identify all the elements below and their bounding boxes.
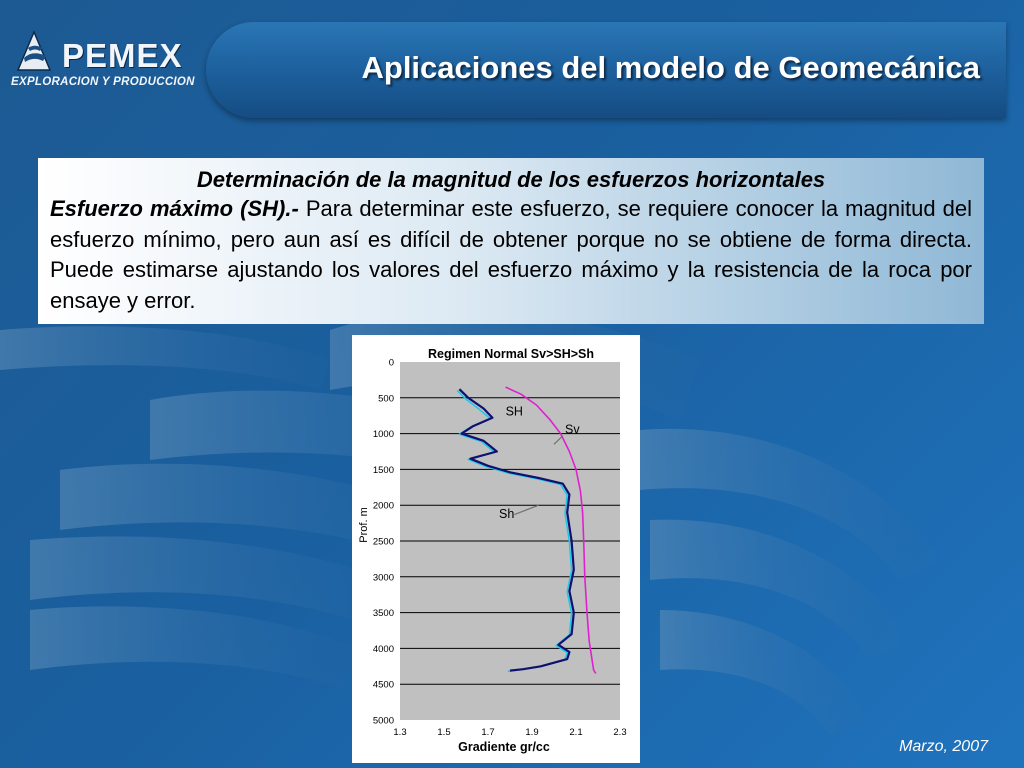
y-tick-label: 500 (378, 393, 394, 405)
content-text: Para determinar este esfuerzo, se requiere conocer la magnitud del esfuerzo mínimo, pero aun así es difícil de obtener porque no se obtiene de forma directa. Puede estimarse ajustando los valores del esfuerzo máximo y la resistencia de la roca por ensaye y error. (50, 196, 973, 313)
content-lead: Esfuerzo máximo (SH).- (50, 196, 299, 221)
pemex-eagle-icon (10, 30, 58, 74)
page-title: Aplicaciones del modelo de Geomecánica (361, 50, 980, 85)
y-tick-label: 4500 (372, 679, 394, 691)
stress-chart-svg (352, 335, 640, 763)
pemex-logo (8, 28, 203, 94)
content-body (50, 194, 972, 316)
y-tick-label: 2500 (372, 536, 394, 548)
y-tick-label: 0 (388, 357, 394, 369)
y-tick-label: 4000 (372, 643, 394, 655)
stress-chart (352, 335, 640, 763)
y-tick-label: 5000 (372, 715, 394, 727)
x-tick-labels (393, 727, 626, 738)
y-tick-label: 3000 (372, 572, 394, 584)
chart-title: Regimen Normal Sv>SH>Sh (427, 347, 595, 361)
annotation-label: SH (505, 404, 523, 419)
x-tick-label: 1.7 (481, 727, 495, 738)
y-tick-label: 3500 (372, 608, 394, 620)
x-axis-label: Gradiente gr/cc (458, 740, 550, 754)
brand-subtitle: EXPLORACION Y PRODUCCION (11, 76, 195, 88)
content-box (38, 158, 984, 324)
x-tick-label: 1.3 (393, 727, 407, 738)
y-tick-labels (373, 358, 394, 727)
footer-date: Marzo, 2007 (899, 738, 988, 755)
content-heading: Determinación de la magnitud de los esfuerzos horizontales (196, 167, 826, 192)
y-tick-label: 1000 (372, 429, 394, 441)
y-tick-label: 1500 (372, 464, 394, 476)
y-axis-label: Prof. m (358, 507, 370, 543)
y-tick-label: 2000 (372, 500, 394, 512)
brand-name: PEMEX (62, 37, 183, 74)
x-tick-label: 1.5 (437, 727, 451, 738)
x-tick-label: 1.9 (525, 727, 539, 738)
x-tick-label: 2.1 (569, 727, 583, 738)
x-tick-label: 2.3 (613, 727, 627, 738)
annotation-label: Sh (499, 507, 515, 522)
annotation-label: Sv (565, 422, 580, 437)
